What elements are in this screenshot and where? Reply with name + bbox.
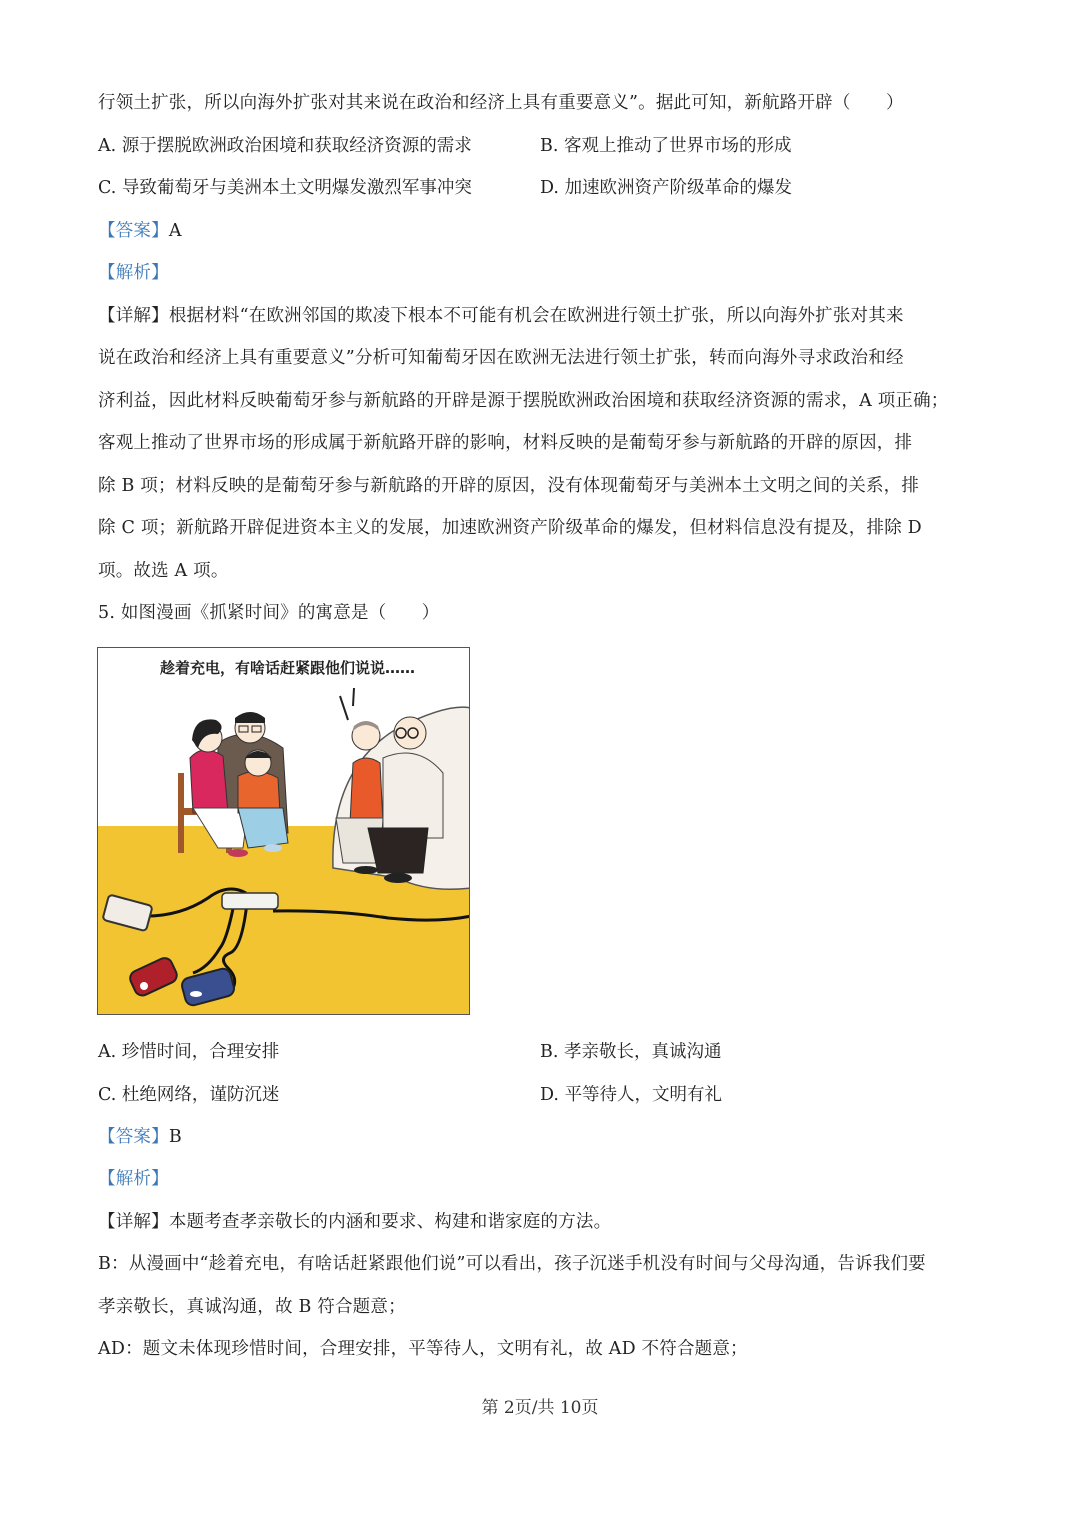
q4-stem-tail: 行领土扩张，所以向海外扩张对其来说在政治和经济上具有重要意义”。据此可知，新航路开辟（ ）	[98, 93, 904, 113]
q4-option-d: D. 加速欧洲资产阶级革命的爆发	[540, 178, 793, 198]
answer-tag: 【答案】	[98, 1127, 169, 1147]
q5-option-c: C. 杜绝网络，谨防沉迷	[98, 1085, 280, 1105]
q4-detail-line-2: 说在政治和经济上具有重要意义”分析可知葡萄牙因在欧洲无法进行领土扩张，转而向海外寻求政治和经	[98, 348, 904, 368]
q4-option-c: C. 导致葡萄牙与美洲本土文明爆发激烈军事冲突	[98, 178, 472, 198]
answer-value: A	[168, 221, 182, 241]
cartoon-figure	[97, 647, 470, 1015]
cartoon-illustration	[98, 648, 470, 1015]
q5-detail-line-4: AD：题文未体现珍惜时间，合理安排，平等待人，文明有礼，故 AD 不符合题意；	[98, 1339, 748, 1359]
cartoon-caption: 趁着充电，有啥话赶紧跟他们说说……	[160, 659, 416, 677]
analysis-tag: 【解析】	[98, 1169, 169, 1189]
answer-value: B	[168, 1127, 182, 1147]
q5-option-a: A. 珍惜时间，合理安排	[98, 1042, 280, 1062]
answer-tag: 【答案】	[98, 221, 169, 241]
q4-detail-line-1: 【详解】根据材料“在欧洲邻国的欺凌下根本不可能有机会在欧洲进行领土扩张，所以向海外扩张对其来	[98, 306, 904, 326]
q4-detail-line-7: 项。故选 A 项。	[98, 561, 229, 581]
q4-analysis-heading	[98, 261, 169, 285]
page-number: 第 2页/共 10页	[481, 1398, 599, 1418]
q5-analysis-heading	[98, 1167, 169, 1191]
analysis-tag: 【解析】	[98, 263, 169, 283]
detail-tag: 【详解】	[98, 306, 169, 326]
q4-detail-line-4: 客观上推动了世界市场的形成属于新航路开辟的影响，材料反映的是葡萄牙参与新航路的开辟的原因，排	[98, 433, 913, 453]
q4-detail-line-6: 除 C 项；新航路开辟促进资本主义的发展，加速欧洲资产阶级革命的爆发，但材料信息没有提及，排除 D	[98, 518, 922, 538]
q4-option-a: A. 源于摆脱欧洲政治困境和获取经济资源的需求	[98, 136, 472, 156]
detail-tag: 【详解】	[98, 1212, 169, 1232]
q5-option-b: B. 孝亲敬长，真诚沟通	[540, 1042, 722, 1062]
q5-detail-line-2: B：从漫画中“趁着充电，有啥话赶紧跟他们说”可以看出，孩子沉迷手机没有时间与父母沟通，告诉我们要	[98, 1254, 926, 1274]
q5-answer	[98, 1125, 182, 1149]
q5-option-d: D. 平等待人，文明有礼	[540, 1085, 723, 1105]
q4-detail-line-3: 济利益，因此材料反映葡萄牙参与新航路的开辟是源于摆脱欧洲政治困境和获取经济资源的需求，A 项正确；	[98, 391, 949, 411]
q5-detail-line-1: 【详解】本题考查孝亲敬长的内涵和要求、构建和谐家庭的方法。	[98, 1212, 612, 1232]
q5-stem: 5. 如图漫画《抓紧时间》的寓意是（ ）	[98, 603, 440, 623]
q4-answer	[98, 219, 182, 243]
q4-detail-line-5: 除 B 项；材料反映的是葡萄牙参与新航路的开辟的原因，没有体现葡萄牙与美洲本土文明之间的关系，排	[98, 476, 920, 496]
q5-detail-line-3: 孝亲敬长，真诚沟通，故 B 符合题意；	[98, 1297, 406, 1317]
q4-option-b: B. 客观上推动了世界市场的形成	[540, 136, 792, 156]
